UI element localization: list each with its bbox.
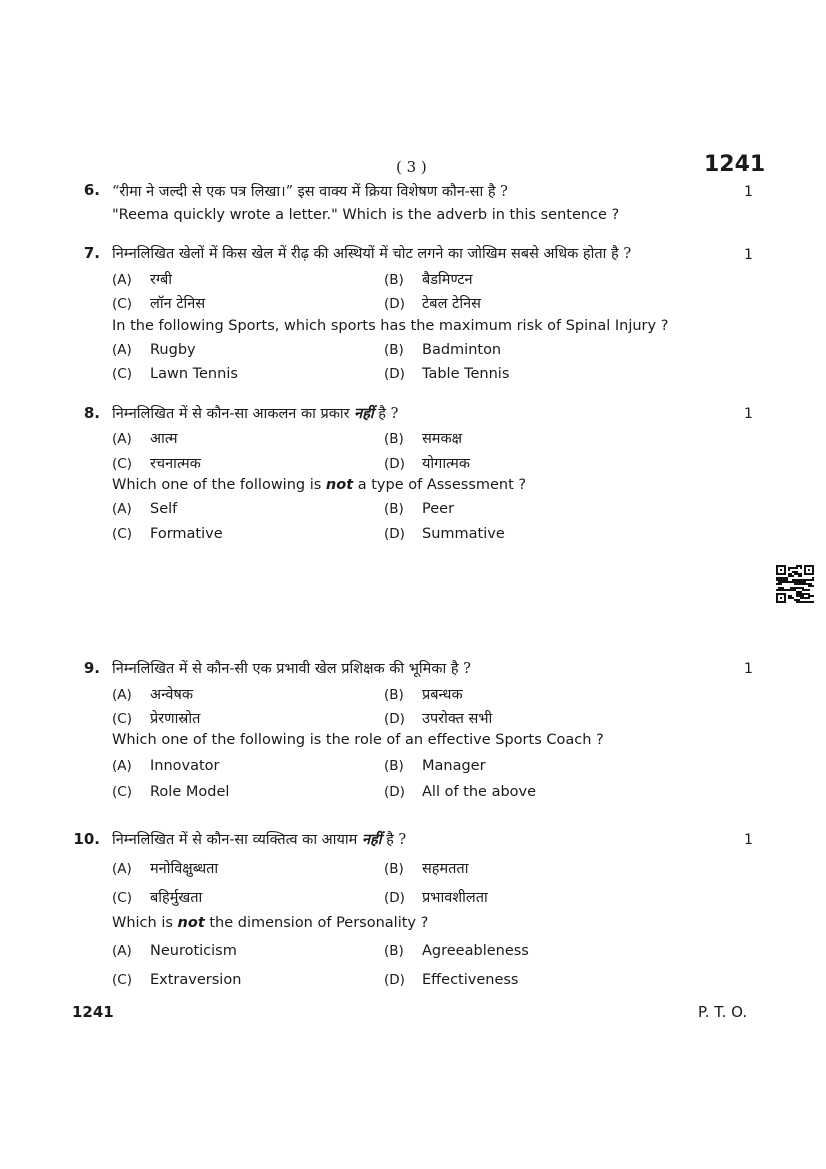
emphasis-not-hindi: नहीं — [361, 831, 382, 848]
option-label: (A) — [112, 501, 132, 517]
option-a-english — [112, 943, 237, 959]
emphasis-not: not — [177, 915, 205, 931]
question-marks: 1 — [744, 832, 753, 848]
option-a-hindi — [112, 269, 172, 289]
option-text: Self — [150, 501, 178, 517]
option-label: (A) — [112, 431, 132, 447]
emphasis-not-hindi: नहीं — [354, 405, 374, 422]
option-label: (C) — [112, 456, 132, 472]
option-label: (B) — [384, 861, 404, 877]
option-b-english — [384, 342, 501, 358]
question-number: 8. — [83, 404, 100, 422]
option-text: Rugby — [150, 342, 196, 358]
option-text: प्रेरणास्रोत — [150, 711, 201, 727]
option-text: मनोविक्षुब्धता — [150, 861, 219, 877]
question-text-part: निम्नलिखित में से कौन-सा आकलन का प्रकार — [112, 406, 350, 422]
option-text: समकक्ष — [422, 431, 463, 447]
option-a-english — [112, 501, 177, 517]
option-d-english — [384, 784, 536, 800]
option-label: (B) — [384, 943, 404, 959]
option-b-english — [384, 943, 529, 959]
option-label: (B) — [384, 758, 404, 774]
option-label: (B) — [384, 501, 404, 517]
option-label: (B) — [384, 342, 404, 358]
question-text-hindi — [112, 403, 398, 423]
option-label: (A) — [112, 943, 132, 959]
option-text: Badminton — [422, 342, 502, 358]
option-label: (B) — [384, 431, 404, 447]
option-text: Neuroticism — [150, 943, 237, 959]
option-label: (C) — [112, 784, 132, 800]
please-turn-over: P. T. O. — [698, 1003, 748, 1021]
option-c-hindi — [112, 293, 205, 313]
option-c-english — [112, 784, 229, 800]
qr-code-icon — [776, 565, 814, 603]
option-label: (D) — [384, 366, 405, 382]
option-label: (D) — [384, 890, 405, 906]
option-text: बहिर्मुखता — [150, 890, 203, 906]
option-label: (D) — [384, 711, 405, 727]
question-marks: 1 — [744, 184, 753, 200]
option-text: Lawn Tennis — [150, 366, 238, 382]
question-text-english — [112, 477, 526, 493]
option-d-hindi — [384, 887, 488, 907]
option-label: (C) — [112, 972, 132, 988]
option-text: Formative — [150, 526, 223, 542]
question-text-english: In the following Sports, which sports has the maximum risk of Spinal Injury ? — [112, 318, 669, 334]
option-c-hindi — [112, 887, 202, 907]
option-c-hindi — [112, 453, 201, 473]
option-text: अन्वेषक — [150, 687, 193, 703]
question-number: 6. — [83, 181, 100, 199]
option-c-hindi — [112, 708, 200, 728]
question-text-part: a type of Assessment ? — [357, 477, 527, 493]
option-text: Extraversion — [150, 972, 242, 988]
option-b-english — [384, 758, 486, 774]
option-text: रचनात्मक — [150, 456, 201, 472]
option-text: प्रभावशीलता — [422, 890, 488, 906]
option-text: बैडमिण्टन — [422, 272, 473, 288]
option-b-english — [384, 501, 454, 517]
option-label: (A) — [112, 687, 132, 703]
option-label: (B) — [384, 272, 404, 288]
option-text: योगात्मक — [422, 456, 470, 472]
option-text: Innovator — [150, 758, 220, 774]
emphasis-not: not — [325, 477, 354, 493]
option-d-english — [384, 972, 518, 988]
option-text: Manager — [422, 758, 486, 774]
question-text-hindi: निम्नलिखित में से कौन-सी एक प्रभावी खेल प्रशिक्षक की भूमिका है ? — [112, 661, 471, 677]
option-text: Role Model — [150, 784, 230, 800]
option-text: Agreeableness — [422, 943, 529, 959]
option-b-hindi — [384, 428, 462, 448]
option-text: Effectiveness — [422, 972, 519, 988]
option-c-english — [112, 366, 238, 382]
option-b-hindi — [384, 684, 463, 704]
option-c-english — [112, 526, 223, 542]
option-label: (C) — [112, 296, 132, 312]
question-text-part: Which one of the following is — [112, 477, 322, 493]
option-text: All of the above — [422, 784, 537, 800]
option-a-english — [112, 342, 196, 358]
option-label: (A) — [112, 758, 132, 774]
question-number: 10. — [73, 830, 100, 848]
option-text: Peer — [422, 501, 455, 517]
option-text: लॉन टेनिस — [150, 296, 206, 312]
option-c-english — [112, 972, 241, 988]
option-label: (C) — [112, 526, 132, 542]
option-label: (D) — [384, 784, 405, 800]
question-text-hindi: निम्नलिखित खेलों में किस खेल में रीढ़ की अस्थियों में चोट लगने का जोखिम सबसे अधिक होता है ? — [112, 246, 632, 262]
paper-code-footer: 1241 — [72, 1003, 114, 1021]
option-text: आत्म — [150, 431, 178, 447]
option-a-hindi — [112, 684, 193, 704]
question-text-english: "Reema quickly wrote a letter." Which is the adverb in this sentence ? — [112, 207, 620, 223]
option-label: (C) — [112, 890, 132, 906]
option-label: (D) — [384, 972, 405, 988]
question-text-english: Which one of the following is the role of an effective Sports Coach ? — [112, 732, 604, 748]
option-a-hindi — [112, 428, 178, 448]
option-d-english — [384, 526, 505, 542]
option-label: (C) — [112, 711, 132, 727]
option-d-english — [384, 366, 509, 382]
question-text-hindi — [112, 829, 406, 849]
option-text: Table Tennis — [422, 366, 510, 382]
option-a-english — [112, 758, 220, 774]
question-text-part: है ? — [386, 832, 407, 848]
option-text: रग्बी — [150, 272, 173, 288]
question-text-part: निम्नलिखित में से कौन-सा व्यक्तित्व का आयाम — [112, 832, 358, 848]
paper-code-header: 1241 — [704, 152, 766, 177]
option-text: टेबल टेनिस — [422, 296, 481, 312]
option-label: (A) — [112, 342, 132, 358]
question-marks: 1 — [744, 247, 753, 263]
option-label: (B) — [384, 687, 404, 703]
option-text: सहमतता — [422, 861, 469, 877]
question-marks: 1 — [744, 661, 753, 677]
option-text: प्रबन्धक — [422, 687, 463, 703]
option-label: (A) — [112, 861, 132, 877]
question-text-english — [112, 915, 428, 931]
option-label: (C) — [112, 366, 132, 382]
question-text-part: Which is — [112, 915, 173, 931]
option-label: (D) — [384, 456, 405, 472]
option-label: (A) — [112, 272, 132, 288]
option-text: उपरोक्त सभी — [422, 711, 493, 727]
question-number: 7. — [83, 244, 100, 262]
option-d-hindi — [384, 293, 481, 313]
option-a-hindi — [112, 858, 218, 878]
question-number: 9. — [83, 659, 100, 677]
page-number: ( 3 ) — [396, 158, 427, 176]
qr-code-graphic — [776, 565, 814, 603]
option-b-hindi — [384, 858, 468, 878]
option-label: (D) — [384, 526, 405, 542]
question-marks: 1 — [744, 406, 753, 422]
option-d-hindi — [384, 453, 470, 473]
question-text-part: the dimension of Personality ? — [209, 915, 429, 931]
question-text-part: है ? — [378, 406, 399, 422]
question-text-hindi: “रीमा ने जल्दी से एक पत्र लिखा।” इस वाक्य में क्रिया विशेषण कौन-सा है ? — [112, 184, 508, 200]
option-d-hindi — [384, 708, 492, 728]
option-label: (D) — [384, 296, 405, 312]
option-b-hindi — [384, 269, 473, 289]
option-text: Summative — [422, 526, 505, 542]
